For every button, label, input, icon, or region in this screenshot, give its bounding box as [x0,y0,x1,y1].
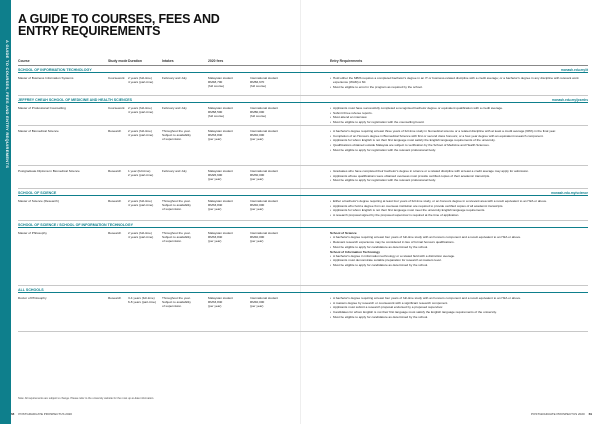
page-title [18,14,220,37]
section-title: ALL SCHOOLS [18,287,44,292]
table-row [18,127,588,166]
intake-line: of supervision. [162,304,182,309]
intakes [162,199,200,211]
study-mode: Coursework [108,106,125,110]
page-number-left: 68 [11,412,15,416]
fee-line: (full course) [250,114,267,119]
fee-line: International student [250,129,279,133]
fee-line: RM40,000 [250,133,265,138]
entry-item: • Applicants must have successfully completed a recognised bachelor degree or equivalent qualification with a credit average. [330,106,586,110]
fee-line: Malaysian student [208,169,233,173]
fee-line: (per year) [250,137,264,142]
entry-subhead: School of Information Technology [330,249,380,254]
entry-item: • Completion of an Honours degree in Biomedical Science with first or second class honours; or a four-year degree with an equivalent research component. [330,134,586,138]
entry-requirements [330,231,586,268]
entry-item: • Must be eligible to enrol in the program as required by the school. [330,85,586,89]
intakes [162,106,200,110]
fee-line: (full course) [208,114,225,119]
side-tab [0,0,11,424]
section-header [18,190,588,196]
duration-line: 4 years (part-time) [128,235,154,240]
section-header [18,287,588,293]
entry-list [330,169,586,182]
entry-item: • Must be eligible to apply for registration with the relevant professional body. [330,178,586,182]
international-fees [250,296,288,308]
entry-list [330,254,586,267]
fee-line: RM33,840 [208,235,223,240]
entry-item: • Candidates for whom English is not their first language must satisfy the English language requirements of the university. [330,310,586,314]
intake-line: of supervision. [162,207,182,212]
section-title: JEFFREY CHEAH SCHOOL OF MEDICINE AND HEALTH SCIENCES [18,97,133,102]
header-fees: 2020 fees [208,59,224,63]
course-name: Master of Biomedical Science [18,129,59,133]
fee-line: (per year) [250,239,264,244]
study-mode: Research [108,199,122,203]
fee-line: RM33,840 [208,203,223,208]
fee-line: International student [250,169,279,173]
intake-line: February and July [162,169,187,173]
entry-item: • Must attend an interview. [330,115,586,119]
fee-line: RM40,000 [250,300,265,305]
intake-line: February and July [162,76,187,80]
entry-list [330,76,586,89]
fee-line: (per year) [208,137,222,142]
side-tab-label: A GUIDE TO COURSES, FEES AND ENTRY REQUIREMENTS [5,40,10,169]
entry-list [330,129,586,152]
fee-line: (per year) [208,239,222,244]
duration [128,106,158,114]
fee-line: Malaysian student [208,199,233,203]
entry-item: • Must be eligible to apply for candidature as determined by the school. [330,245,586,249]
intake-line: Subject to availability [162,133,191,138]
duration [128,129,158,137]
duration [128,199,158,207]
course-name: Master of Professional Counselling [18,106,66,110]
intakes [162,129,200,141]
section-link[interactable]: monash.edu.my/science [551,190,588,195]
entry-requirements [330,169,586,183]
entry-item: • Hold either the MBIS requires a completed bachelor's degree in an IT or business-related discipline with a credit average; or a bachelor's degree in any discipline with relevant work experience (WAM) ≥ 60. [330,76,586,84]
study-mode: Research [108,169,122,173]
entry-list [330,296,586,319]
fee-line: Malaysian student [208,296,233,300]
table-row [18,229,588,286]
table-row [18,294,588,332]
duration-line: 4 years (part-time) [128,203,154,208]
duration [128,231,158,239]
entry-item: • Must be eligible to apply for registration with the counselling board. [330,120,586,124]
intake-line: Throughout the year. [162,296,191,300]
intake-line: of supervision. [162,137,182,142]
domestic-fees [208,129,246,141]
duration-line: 2 years (full-time) [128,129,152,133]
section-title: SCHOOL OF INFORMATION TECHNOLOGY [18,67,92,72]
duration-line: 6-8 years (part-time) [128,300,157,305]
header-entry: Entry Requirements [330,59,363,63]
entry-item: • A masters degree by research or coursework with a significant research component. [330,301,586,305]
fee-line: RM80,000 [250,110,265,115]
intakes [162,231,200,243]
table-row [18,197,588,221]
intake-line: February and July [162,106,187,110]
duration-line: 1 year (full-time) [128,169,151,173]
duration [128,296,158,304]
international-fees [250,199,288,211]
fee-line: RM48,700 [208,80,223,85]
entry-item: • Qualifications obtained outside Malaysia are subject to verification by the School of Medicine and Health Sciences. [330,143,586,147]
entry-list [330,106,586,124]
fee-line: RM66,670 [250,80,265,85]
international-fees [250,106,288,118]
entry-item: • Applicants for whom English is not their first language must meet the university English language requirements. [330,208,586,212]
domestic-fees [208,199,246,211]
fee-line: (per year) [250,177,264,182]
course-name: Master of Philosophy [18,231,47,235]
title-line-2: ENTRY REQUIREMENTS [18,23,161,38]
entry-item: • A bachelor's degree in information technology or a related field with a distinction average. [330,254,586,258]
duration-line: 2 years (full-time) [128,76,152,80]
entry-subhead: School of Science [330,231,357,236]
entry-item: • Must be eligible to apply for candidature as determined by the school. [330,315,586,319]
fee-line: RM30,000 [250,173,265,178]
intake-line: Subject to availability [162,203,191,208]
entry-item: • Relevant research experience may be considered in lieu of formal honours qualifications. [330,240,586,244]
fee-line: Malaysian student [208,129,233,133]
intake-line: Subject to availability [162,300,191,305]
duration-line: 4 years (part-time) [128,80,154,85]
entry-item: • A bachelor's degree requiring at least four years of full-time study with an honours component and a result equivalent to an H2A or above. [330,235,586,239]
duration-line: 4 years (part-time) [128,110,154,115]
fee-line: RM40,000 [250,235,265,240]
fee-line: International student [250,76,279,80]
header-duration: Duration [128,59,142,63]
entry-item: • A bachelor's degree requiring at least four years of full-time study with an honours component and a result equivalent to an H2A or above. [330,296,586,300]
entry-item: • Must be eligible to apply for registration with the relevant professional body. [330,148,586,152]
fee-line: RM26,600 [208,173,223,178]
duration-line: 2 years (full-time) [128,106,152,110]
title-line-1: A GUIDE TO COURSES, FEES AND [18,12,220,26]
footer-left [11,412,72,416]
entry-list [330,199,586,217]
study-mode: Research [108,129,122,133]
footer-right-text: POSTGRADUATE PROSPECTUS 2020 [531,412,585,416]
footer-right [531,412,592,416]
fee-line: RM40,000 [250,203,265,208]
section-link[interactable]: monash.edu.my/jcsmhs [551,97,588,102]
entry-item: • Applicants for whom English is not their first language must satisfy the English language requirements of the university. [330,138,586,142]
entry-item: • Must be eligible to apply for candidature as determined by the school. [330,263,586,267]
fee-line: Malaysian student [208,231,233,235]
fee-line: Malaysian student [208,106,233,110]
table-row [18,167,588,189]
fee-line: (per year) [250,207,264,212]
section-header [18,67,588,73]
intake-line: Throughout the year. [162,199,191,203]
fee-line: (per year) [208,207,222,212]
domestic-fees [208,169,246,181]
section-header [18,222,588,228]
study-mode: Research [108,296,122,300]
section-title: SCHOOL OF SCIENCE / SCHOOL OF INFORMATION TECHNOLOGY [18,222,134,227]
course-name: Master of Business Information Systems [18,76,74,80]
duration-line: 2 years (full-time) [128,231,152,235]
duration-line: 2 years (part-time) [128,173,154,178]
intakes [162,296,200,308]
footnote: Note: All requirements are subject to change. Please refer to the university website for the most up-to-date information. [18,397,155,400]
table-row [18,104,588,126]
course-name: Doctor of Philosophy [18,296,47,300]
page-number-right: 69 [588,412,592,416]
intakes [162,76,200,80]
course-name: Master of Science (Research) [18,199,59,203]
study-mode: Research [108,231,122,235]
entry-requirements [330,199,586,218]
fee-line: International student [250,106,279,110]
fee-line: RM68,500 [208,110,223,115]
header-study-mode: Study mode [108,59,128,63]
course-name: Postgraduate Diploma in Biomedical Science [18,169,80,173]
entry-item: • Applicants must submit a research proposal endorsed by a proposed supervisor. [330,305,586,309]
entry-item: • Either a bachelor's degree requiring at least four years of full-time study, or an honours degree in a relevant area with a result equivalent to an H2A or above. [330,199,586,203]
fee-line: International student [250,199,279,203]
duration-line: 4 years (part-time) [128,133,154,138]
fee-line: (per year) [208,177,222,182]
section-header [18,97,588,103]
entry-requirements [330,129,586,152]
entry-item: • A research proposal signed by the proposed supervisor is required at the time of application. [330,213,586,217]
duration [128,169,158,177]
duration [128,76,158,84]
domestic-fees [208,76,246,88]
fee-line: RM33,840 [208,300,223,305]
fee-line: (per year) [208,304,222,309]
study-mode: Coursework [108,76,125,80]
table-row [18,74,588,96]
international-fees [250,231,288,243]
duration-line: 3-4 years (full-time) [128,296,155,300]
section-link[interactable]: monash.edu.my/it [560,67,588,72]
entry-item: • Applicants must demonstrate suitable preparation for research at masters level. [330,258,586,262]
entry-requirements [330,296,586,319]
international-fees [250,129,288,141]
fee-line: (per year) [250,304,264,309]
table-header [18,58,588,66]
intake-line: of supervision. [162,239,182,244]
intake-line: Throughout the year. [162,231,191,235]
fee-line: (full course) [250,84,267,89]
entry-item: • A bachelor's degree requiring at least three years of full-time study in biomedical science or a related discipline with at least a credit average (60%) in the final year. [330,129,586,133]
international-fees [250,76,288,88]
entry-requirements [330,76,586,89]
footer-left-text: POSTGRADUATE PROSPECTUS 2020 [18,412,72,416]
entry-item: • Submit three referee reports. [330,111,586,115]
intake-line: Subject to availability [162,235,191,240]
fee-line: International student [250,296,279,300]
international-fees [250,169,288,181]
header-course: Course [18,59,30,63]
fee-line: RM33,840 [208,133,223,138]
header-intakes: Intakes [162,59,174,63]
fee-line: International student [250,231,279,235]
domestic-fees [208,296,246,308]
fee-line: Malaysian student [208,76,233,80]
section-title: SCHOOL OF SCIENCE [18,190,57,195]
entry-item: • Graduates who have completed their bachelor's degree in science or a related discipline with at least a credit average may apply for admission. [330,169,586,173]
entry-list [330,235,586,248]
domestic-fees [208,106,246,118]
intakes [162,169,200,173]
intake-line: Throughout the year. [162,129,191,133]
entry-item: • Applicants whose qualifications were obtained overseas must provide certified copies of their academic transcripts. [330,174,586,178]
entry-item: • Applicants who hold a degree from an overseas institution are required to provide certified copies of all academic transcripts. [330,204,586,208]
fee-line: (full course) [208,84,225,89]
duration-line: 2 years (full-time) [128,199,152,203]
entry-requirements [330,106,586,125]
domestic-fees [208,231,246,243]
